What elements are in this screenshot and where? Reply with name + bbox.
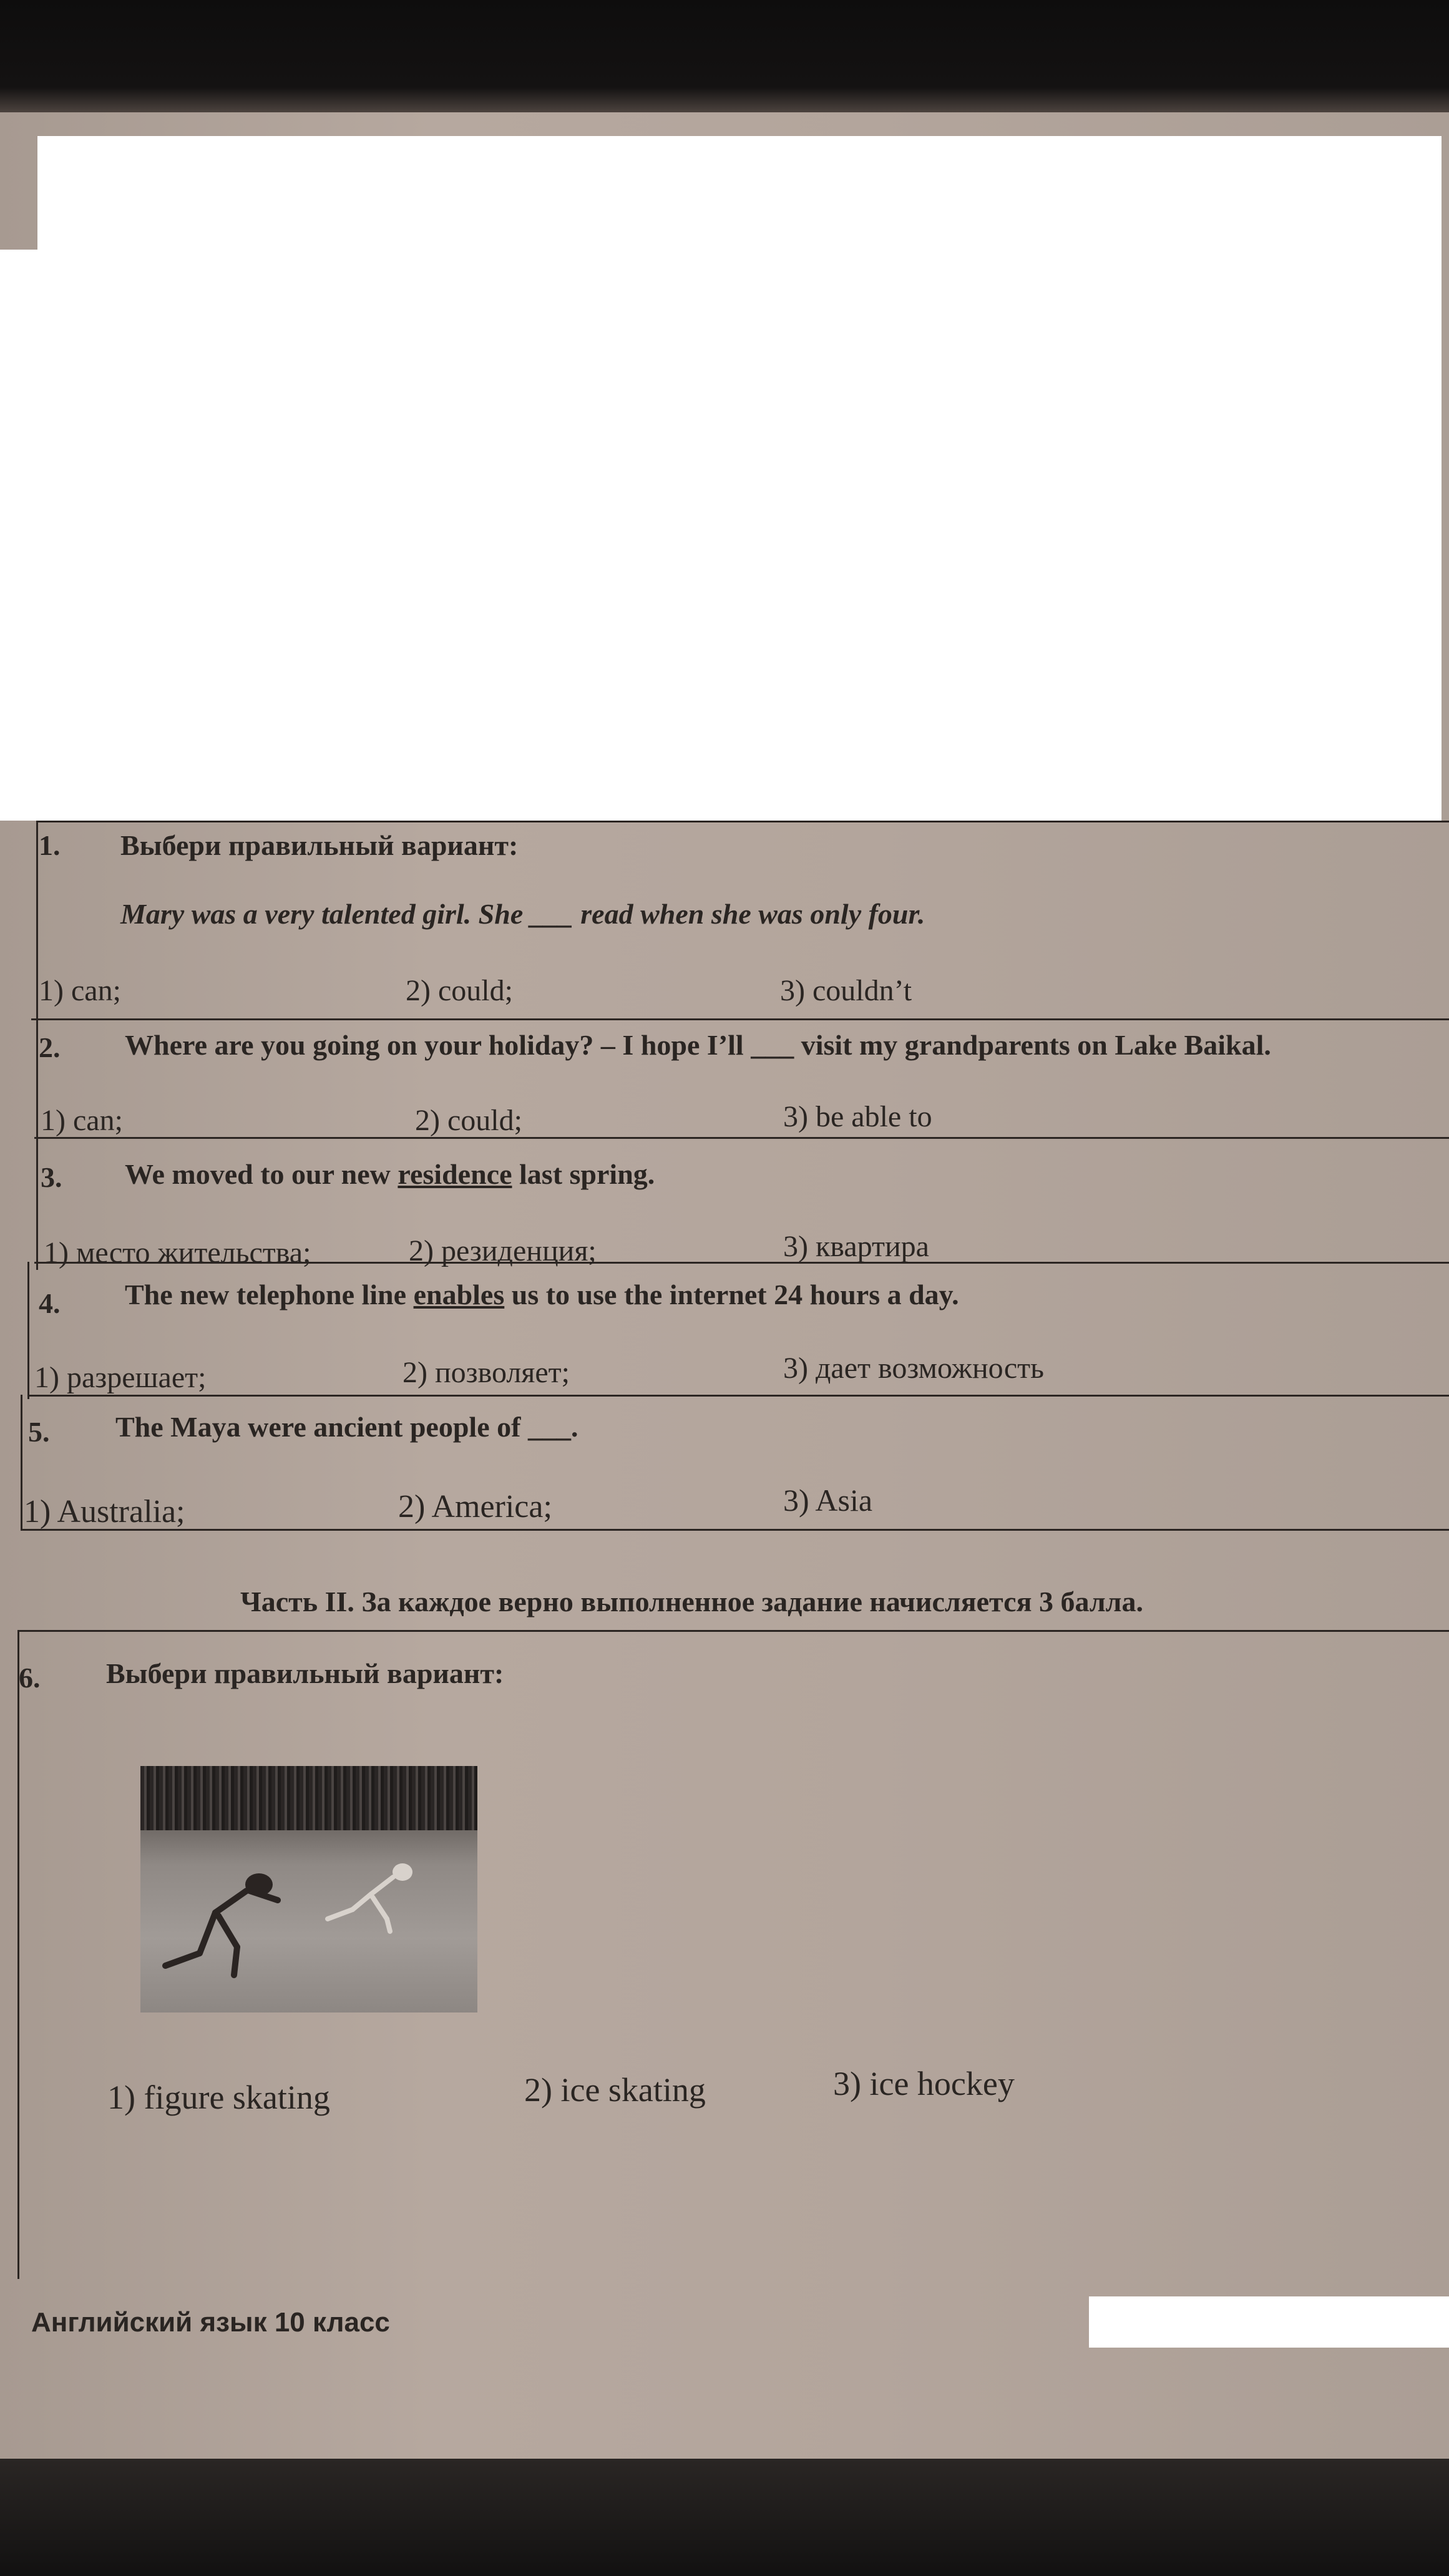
table-border xyxy=(31,1018,1449,1020)
question-number: 3. xyxy=(41,1161,62,1193)
question-text: Mary was a very talented girl. She ___ read when she was only four. xyxy=(120,898,925,930)
option-1[interactable]: 1) место жительства; xyxy=(44,1236,311,1269)
option-1[interactable]: 1) figure skating xyxy=(107,2079,330,2116)
option-2[interactable]: 2) America; xyxy=(398,1489,552,1525)
option-3[interactable]: 3) couldn’t xyxy=(780,974,912,1007)
question-text: Where are you going on your holiday? – I hope I’ll ___ visit my grandparents on Lake Baikal. xyxy=(125,1029,1271,1061)
option-2[interactable]: 2) could; xyxy=(406,974,513,1007)
option-1[interactable]: 1) Australia; xyxy=(24,1494,185,1530)
instruction: Выбери правильный вариант: xyxy=(120,829,519,861)
question-number: 2. xyxy=(39,1032,61,1063)
question-number: 6. xyxy=(19,1662,41,1694)
option-3[interactable]: 3) квартира xyxy=(783,1230,929,1263)
speed-skaters-photo xyxy=(140,1766,477,2012)
option-3[interactable]: 3) ice hockey xyxy=(833,2065,1015,2102)
option-2[interactable]: 2) could; xyxy=(415,1104,522,1137)
table-border xyxy=(19,1630,1449,1632)
question-text: The new telephone line enables us to use the internet 24 hours a day. xyxy=(125,1279,959,1310)
redacted-area-top xyxy=(37,136,1442,821)
redacted-area-left xyxy=(0,250,37,821)
footer-subject: Английский язык 10 класс xyxy=(31,2307,390,2338)
option-3[interactable]: 3) be able to xyxy=(783,1100,932,1133)
option-3[interactable]: 3) Asia xyxy=(783,1483,873,1518)
question-number: 1. xyxy=(39,829,61,861)
underlined-word: residence xyxy=(398,1158,512,1190)
section-title: Часть II. За каждое верно выполненное задание начисляется 3 балла. xyxy=(240,1586,1143,1617)
underlined-word: enables xyxy=(413,1279,505,1310)
option-1[interactable]: 1) разрешает; xyxy=(34,1361,207,1394)
table-border xyxy=(22,1529,1449,1531)
table-border xyxy=(21,1395,22,1531)
question-number: 5. xyxy=(28,1416,50,1448)
question-text: The Maya were ancient people of ___. xyxy=(115,1411,578,1443)
table-border xyxy=(28,1395,1449,1397)
question-text: We moved to our new residence last spring. xyxy=(125,1158,655,1190)
option-1[interactable]: 1) can; xyxy=(41,1104,123,1137)
skaters-illustration xyxy=(140,1766,477,2012)
option-2[interactable]: 2) позволяет; xyxy=(402,1356,570,1389)
question-number: 4. xyxy=(39,1287,61,1319)
option-3[interactable]: 3) дает возможность xyxy=(783,1352,1045,1385)
option-2[interactable]: 2) резиденция; xyxy=(409,1234,597,1267)
table-border xyxy=(34,1137,1449,1139)
table-border xyxy=(17,1630,19,2279)
option-1[interactable]: 1) can; xyxy=(39,974,121,1007)
option-2[interactable]: 2) ice skating xyxy=(524,2071,706,2109)
instruction: Выбери правильный вариант: xyxy=(106,1657,504,1689)
table-border xyxy=(36,821,38,1270)
redacted-area-footer xyxy=(1089,2296,1449,2348)
table-border xyxy=(27,1262,29,1399)
table-border xyxy=(37,821,1449,822)
